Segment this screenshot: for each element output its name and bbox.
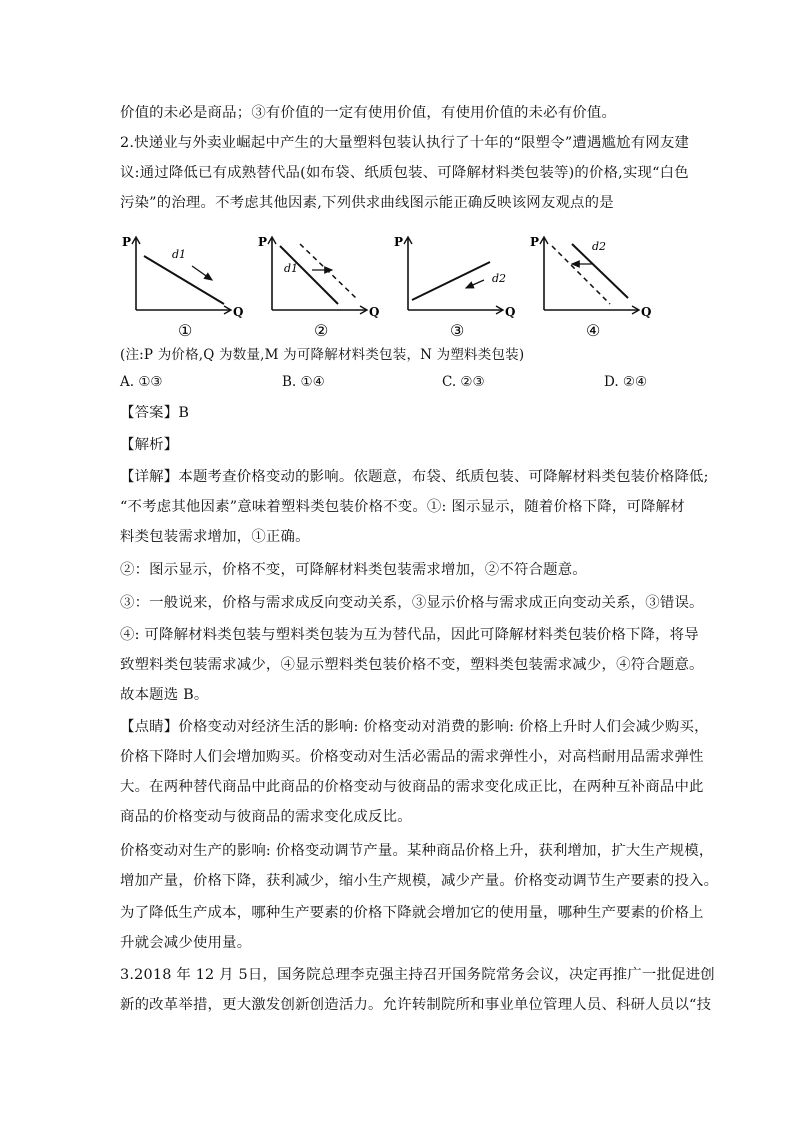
curve-label: d1 bbox=[284, 262, 299, 275]
answer-line: 【答案】B bbox=[120, 405, 190, 421]
text-line: 价格变动对生产的影响: 价格变动调节产量。某种商品价格上升，获利增加，扩大生产规模， bbox=[120, 843, 714, 859]
supply-demand-diagrams bbox=[120, 232, 680, 342]
text-line: 为了降低生产成本，哪种生产要素的价格下降就会增加它的使用量，哪种生产要素的价格上 bbox=[120, 905, 704, 921]
curve-label: d2 bbox=[592, 240, 607, 253]
diagram-1 bbox=[122, 235, 243, 340]
diagram-3 bbox=[394, 235, 515, 340]
text-line: 价值的未必是商品；③有价值的一定有使用价值，有使用价值的未必有价值。 bbox=[120, 105, 617, 121]
diagrams-svg bbox=[120, 232, 680, 342]
diagram-2 bbox=[258, 235, 379, 340]
text-line: 污染”的治理。不考虑其他因素,下列供求曲线图示能正确反映该网友观点的是 bbox=[120, 195, 614, 211]
text-line: ④: 可降解材料类包装与塑料类包装为互为替代品，因此可降解材料类包装价格下降，将导 bbox=[120, 627, 699, 643]
q-label: Q bbox=[369, 305, 380, 319]
option-b: B. ①④ bbox=[282, 374, 325, 390]
option-d: D. ②④ bbox=[604, 374, 648, 390]
question-2-line: 2.快递业与外卖业崛起中产生的大量塑料包装认执行了十年的“限塑令”遭遇尴尬有网友建 bbox=[120, 135, 690, 151]
curve-label: d1 bbox=[172, 248, 187, 261]
p-label: P bbox=[394, 235, 404, 249]
text-line: 升就会减少使用量。 bbox=[120, 935, 252, 951]
shifted-demand-curve bbox=[552, 246, 610, 304]
question-3-line: 3.2018 年 12 月 5日，国务院总理李克强主持召开国务院常务会议，决定再推广一批促进创 bbox=[120, 967, 715, 983]
q-label: Q bbox=[233, 305, 244, 319]
p-label: P bbox=[530, 235, 540, 249]
diagram-number: ④ bbox=[586, 321, 601, 340]
text-line: 料类包装需求增加，①正确。 bbox=[120, 529, 310, 545]
diagram-number: ③ bbox=[450, 321, 465, 340]
text-line: 致塑料类包装需求减少，④显示塑料类包装价格不变，塑料类包装需求减少，④符合题意。 bbox=[120, 657, 704, 673]
q-label: Q bbox=[641, 305, 652, 319]
shift-arrow-icon bbox=[192, 266, 212, 280]
p-label: P bbox=[122, 235, 132, 249]
note-line: (注:P 为价格,Q 为数量,M 为可降解材料类包装，N 为塑料类包装) bbox=[120, 347, 525, 363]
text-line: 故本题选 B。 bbox=[120, 687, 209, 703]
diagram-4 bbox=[530, 235, 651, 340]
option-a: A. ①③ bbox=[120, 374, 163, 390]
diagram-number: ② bbox=[314, 321, 329, 340]
text-line: 议:通过降低已有成熟替代品(如布袋、纸质包装、可降解材料类包装等)的价格,实现“白色 bbox=[120, 165, 689, 181]
p-label: P bbox=[258, 235, 268, 249]
analysis-heading: 【解析】 bbox=[120, 437, 179, 453]
text-line: 增加产量，价格下降，获利减少，缩小生产规模，减少产量。价格变动调节生产要素的投入。 bbox=[120, 873, 719, 889]
shift-arrow-icon bbox=[466, 280, 484, 288]
q-label: Q bbox=[505, 305, 516, 319]
option-c: C. ②③ bbox=[442, 374, 485, 390]
curve-label: d2 bbox=[492, 272, 507, 285]
shifted-demand-curve bbox=[300, 244, 356, 298]
text-line: 大。在两种替代商品中此商品的价格变动与彼商品的需求变化成正比，在两种互补商品中此 bbox=[120, 779, 704, 795]
text-line: “不考虑其他因素”意味着塑料类包装价格不变。①: 图示显示，随着价格下降，可降解材 bbox=[120, 499, 685, 515]
text-line: 价格下降时人们会增加购买。价格变动对生活必需品的需求弹性小，对高档耐用品需求弹性 bbox=[120, 749, 704, 765]
text-line: 商品的价格变动与彼商品的需求变化成反比。 bbox=[120, 809, 412, 825]
original-demand-curve bbox=[280, 246, 338, 304]
text-line: 【点睛】价格变动对经济生活的影响: 价格变动对消费的影响: 价格上升时人们会减少购买， bbox=[120, 719, 709, 735]
diagram-number: ① bbox=[178, 321, 193, 340]
text-line: 新的改革举措，更大激发创新创造活力。允许转制院所和事业单位管理人员、科研人员以“技 bbox=[120, 997, 712, 1013]
text-line: ③：一般说来，价格与需求成反向变动关系，③显示价格与需求成正向变动关系，③错误。 bbox=[120, 595, 704, 611]
demand-curve bbox=[412, 262, 490, 300]
text-line: ②：图示显示，价格不变，可降解材料类包装需求增加，②不符合题意。 bbox=[120, 562, 587, 578]
text-line: 【详解】本题考查价格变动的影响。依题意，布袋、纸质包装、可降解材料类包装价格降低; bbox=[120, 469, 709, 485]
